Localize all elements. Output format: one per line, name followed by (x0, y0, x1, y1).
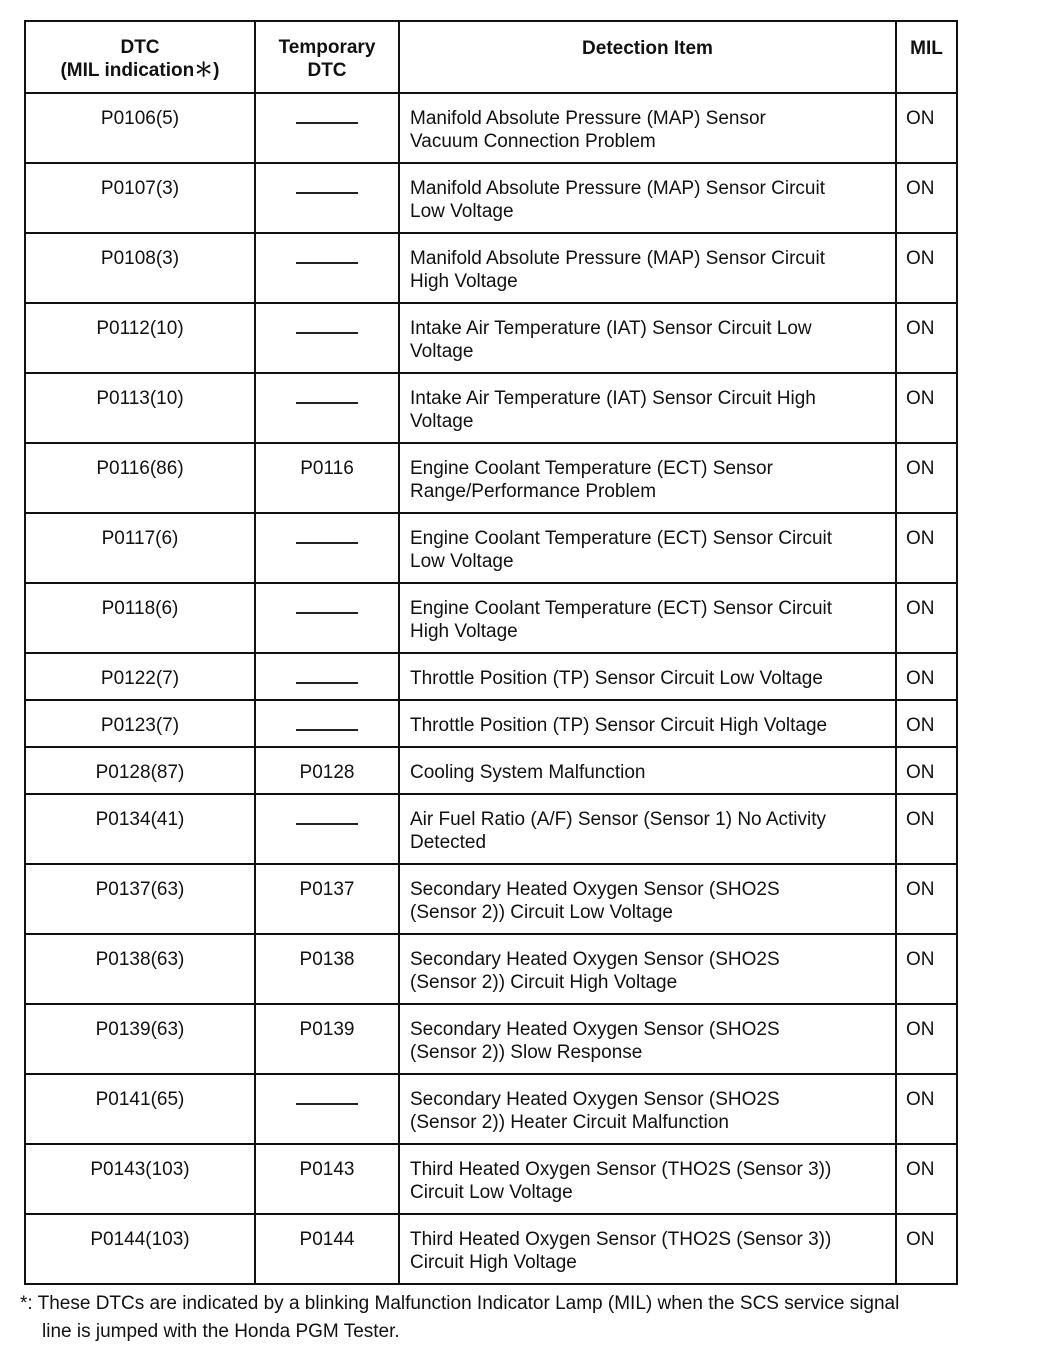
table-row (25, 1074, 957, 1144)
detection-item-cell (399, 1144, 896, 1214)
dtc-code: P0106(5) (100, 108, 180, 129)
header-detection-item (399, 21, 896, 93)
dtc-code: P0107(3) (100, 178, 180, 199)
dtc-code-cell (25, 443, 255, 513)
dtc-code-cell (25, 864, 255, 934)
detection-item-line1: Third Heated Oxygen Sensor (THO2S (Sensor 3)) (410, 1229, 832, 1250)
mil-status: ON (906, 1159, 935, 1180)
mil-cell (896, 513, 957, 583)
table-row (25, 747, 957, 794)
dash-line (296, 729, 358, 731)
detection-item-line1: Manifold Absolute Pressure (MAP) Sensor Circuit (410, 178, 825, 199)
detection-item-line2: (Sensor 2)) Heater Circuit Malfunction (410, 1112, 729, 1133)
dtc-code: P0117(6) (101, 528, 179, 549)
detection-item-line1: Secondary Heated Oxygen Sensor (SHO2S (410, 1019, 780, 1040)
header-dtc (25, 21, 255, 93)
table-row (25, 1144, 957, 1214)
temporary-dtc-cell (255, 794, 399, 864)
table-row (25, 1004, 957, 1074)
no-temporary-dtc-dash (256, 374, 398, 410)
mil-cell (896, 233, 957, 303)
dash-line (296, 1103, 358, 1105)
header-temp-line2: DTC (307, 60, 347, 81)
footnote-line1: *: These DTCs are indicated by a blinking Malfunction Indicator Lamp (MIL) when the SCS service signal (20, 1293, 900, 1314)
table-row (25, 1214, 957, 1284)
temporary-dtc: P0128 (299, 762, 355, 783)
detection-item-cell (399, 443, 896, 513)
no-temporary-dtc-dash (256, 304, 398, 340)
table-row (25, 513, 957, 583)
detection-item-line1: Secondary Heated Oxygen Sensor (SHO2S (410, 1089, 780, 1110)
detection-item-line1: Cooling System Malfunction (410, 762, 646, 783)
header-dtc-line2: (MIL indication＊) (60, 60, 220, 81)
detection-item-line1: Intake Air Temperature (IAT) Sensor Circuit High (410, 388, 816, 409)
temporary-dtc: P0143 (299, 1159, 355, 1180)
mil-cell (896, 93, 957, 163)
mil-status: ON (906, 108, 935, 129)
no-temporary-dtc-dash (256, 1075, 398, 1111)
detection-item-cell (399, 373, 896, 443)
no-temporary-dtc-dash (256, 795, 398, 831)
dtc-code: P0139(63) (95, 1019, 185, 1040)
dtc-code-cell (25, 794, 255, 864)
detection-item-line1: Third Heated Oxygen Sensor (THO2S (Sensor 3)) (410, 1159, 832, 1180)
dtc-code-cell (25, 653, 255, 700)
temporary-dtc-cell (255, 653, 399, 700)
mil-status: ON (906, 715, 935, 736)
mil-cell (896, 934, 957, 1004)
table-row (25, 163, 957, 233)
detection-item-cell (399, 163, 896, 233)
temporary-dtc: P0137 (299, 879, 355, 900)
dtc-code-cell (25, 373, 255, 443)
header-detection-label: Detection Item (582, 38, 713, 59)
dtc-code: P0128(87) (95, 762, 185, 783)
mil-cell (896, 700, 957, 747)
table-row (25, 794, 957, 864)
mil-cell (896, 1144, 957, 1214)
dtc-code: P0112(10) (96, 318, 184, 339)
footnote (20, 1290, 1040, 1346)
mil-status: ON (906, 598, 935, 619)
table-row (25, 233, 957, 303)
temporary-dtc-cell (255, 373, 399, 443)
temporary-dtc-cell (255, 1004, 399, 1074)
temporary-dtc-cell (255, 747, 399, 794)
dtc-code-cell (25, 1214, 255, 1284)
detection-item-cell (399, 794, 896, 864)
footnote-line2: line is jumped with the Honda PGM Tester. (42, 1321, 400, 1342)
temporary-dtc-cell (255, 583, 399, 653)
mil-cell (896, 303, 957, 373)
table-row (25, 373, 957, 443)
detection-item-line2: (Sensor 2)) Circuit High Voltage (410, 972, 678, 993)
detection-item-cell (399, 653, 896, 700)
dtc-code-cell (25, 747, 255, 794)
mil-cell (896, 864, 957, 934)
dtc-code: P0143(103) (90, 1159, 190, 1180)
detection-item-cell (399, 934, 896, 1004)
detection-item-line2: (Sensor 2)) Circuit Low Voltage (410, 902, 673, 923)
mil-status: ON (906, 248, 935, 269)
detection-item-line1: Throttle Position (TP) Sensor Circuit High Voltage (410, 715, 828, 736)
temporary-dtc: P0144 (299, 1229, 355, 1250)
no-temporary-dtc-dash (256, 701, 398, 737)
temporary-dtc: P0139 (299, 1019, 355, 1040)
detection-item-line1: Secondary Heated Oxygen Sensor (SHO2S (410, 879, 780, 900)
dtc-code-cell (25, 700, 255, 747)
detection-item-line2: (Sensor 2)) Slow Response (410, 1042, 643, 1063)
detection-item-line1: Engine Coolant Temperature (ECT) Sensor Circuit (410, 528, 833, 549)
detection-item-cell (399, 864, 896, 934)
detection-item-cell (399, 1074, 896, 1144)
detection-item-cell (399, 1214, 896, 1284)
dash-line (296, 612, 358, 614)
header-temp-line1: Temporary (278, 37, 376, 58)
dtc-code: P0144(103) (90, 1229, 190, 1250)
dtc-code: P0138(63) (95, 949, 185, 970)
detection-item-cell (399, 700, 896, 747)
temporary-dtc-cell (255, 233, 399, 303)
temporary-dtc-cell (255, 443, 399, 513)
mil-cell (896, 583, 957, 653)
table-row (25, 864, 957, 934)
mil-cell (896, 443, 957, 513)
dash-line (296, 332, 358, 334)
temporary-dtc: P0138 (299, 949, 355, 970)
detection-item-line1: Manifold Absolute Pressure (MAP) Sensor (410, 108, 766, 129)
no-temporary-dtc-dash (256, 234, 398, 270)
dtc-code: P0113(10) (96, 388, 184, 409)
detection-item-line1: Secondary Heated Oxygen Sensor (SHO2S (410, 949, 780, 970)
detection-item-line2: Low Voltage (410, 551, 514, 572)
detection-item-line1: Intake Air Temperature (IAT) Sensor Circuit Low (410, 318, 812, 339)
detection-item-line2: High Voltage (410, 271, 518, 292)
mil-status: ON (906, 668, 935, 689)
mil-cell (896, 1074, 957, 1144)
detection-item-line2: Detected (410, 832, 487, 853)
dtc-code-cell (25, 303, 255, 373)
no-temporary-dtc-dash (256, 164, 398, 200)
table-row (25, 653, 957, 700)
detection-item-line2: Range/Performance Problem (410, 481, 657, 502)
mil-status: ON (906, 1019, 935, 1040)
table-header-row (25, 21, 957, 93)
table-row (25, 93, 957, 163)
mil-cell (896, 1214, 957, 1284)
dtc-code: P0118(6) (101, 598, 179, 619)
detection-item-line2: Low Voltage (410, 201, 514, 222)
temporary-dtc-cell (255, 864, 399, 934)
dtc-code: P0141(65) (95, 1089, 185, 1110)
detection-item-line1: Air Fuel Ratio (A/F) Sensor (Sensor 1) No Activity (410, 809, 827, 830)
mil-status: ON (906, 528, 935, 549)
mil-cell (896, 1004, 957, 1074)
detection-item-cell (399, 93, 896, 163)
dash-line (296, 192, 358, 194)
temporary-dtc-cell (255, 1074, 399, 1144)
dash-line (296, 262, 358, 264)
dtc-code-cell (25, 1004, 255, 1074)
header-dtc-line1: DTC (120, 37, 160, 58)
dtc-code-cell (25, 934, 255, 1004)
dtc-table (24, 20, 958, 1285)
no-temporary-dtc-dash (256, 94, 398, 130)
table-row (25, 303, 957, 373)
temporary-dtc-cell (255, 513, 399, 583)
mil-status: ON (906, 178, 935, 199)
detection-item-line1: Manifold Absolute Pressure (MAP) Sensor Circuit (410, 248, 825, 269)
dash-line (296, 402, 358, 404)
no-temporary-dtc-dash (256, 584, 398, 620)
detection-item-line1: Engine Coolant Temperature (ECT) Sensor (410, 458, 773, 479)
detection-item-line2: Voltage (410, 411, 474, 432)
dtc-code-cell (25, 1144, 255, 1214)
detection-item-cell (399, 1004, 896, 1074)
dash-line (296, 122, 358, 124)
detection-item-line1: Throttle Position (TP) Sensor Circuit Low Voltage (410, 668, 823, 689)
detection-item-line1: Engine Coolant Temperature (ECT) Sensor Circuit (410, 598, 833, 619)
detection-item-cell (399, 513, 896, 583)
table-row (25, 700, 957, 747)
mil-cell (896, 794, 957, 864)
detection-item-cell (399, 233, 896, 303)
dtc-code-cell (25, 163, 255, 233)
detection-item-line2: Voltage (410, 341, 474, 362)
temporary-dtc: P0116 (300, 458, 354, 479)
detection-item-cell (399, 303, 896, 373)
table-row (25, 583, 957, 653)
dtc-code: P0137(63) (95, 879, 185, 900)
mil-cell (896, 373, 957, 443)
mil-status: ON (906, 318, 935, 339)
mil-status: ON (906, 809, 935, 830)
detection-item-line2: Vacuum Connection Problem (410, 131, 656, 152)
dash-line (296, 823, 358, 825)
detection-item-line2: Circuit Low Voltage (410, 1182, 573, 1203)
temporary-dtc-cell (255, 700, 399, 747)
header-mil (896, 21, 957, 93)
mil-status: ON (906, 879, 935, 900)
temporary-dtc-cell (255, 163, 399, 233)
mil-cell (896, 163, 957, 233)
detection-item-line2: Circuit High Voltage (410, 1252, 577, 1273)
dtc-code: P0123(7) (100, 715, 180, 736)
dtc-code: P0116(86) (96, 458, 184, 479)
header-mil-label: MIL (910, 38, 943, 59)
dtc-code-cell (25, 93, 255, 163)
dtc-code-cell (25, 1074, 255, 1144)
mil-status: ON (906, 949, 935, 970)
dtc-code-cell (25, 513, 255, 583)
table-row (25, 443, 957, 513)
dtc-code-cell (25, 583, 255, 653)
mil-status: ON (906, 458, 935, 479)
no-temporary-dtc-dash (256, 514, 398, 550)
dash-line (296, 682, 358, 684)
mil-status: ON (906, 762, 935, 783)
header-temporary-dtc (255, 21, 399, 93)
mil-status: ON (906, 1089, 935, 1110)
dtc-code: P0122(7) (100, 668, 180, 689)
dtc-code: P0108(3) (100, 248, 180, 269)
temporary-dtc-cell (255, 303, 399, 373)
dash-line (296, 542, 358, 544)
table-row (25, 934, 957, 1004)
temporary-dtc-cell (255, 93, 399, 163)
detection-item-cell (399, 583, 896, 653)
mil-cell (896, 747, 957, 794)
mil-cell (896, 653, 957, 700)
dtc-code: P0134(41) (95, 809, 185, 830)
no-temporary-dtc-dash (256, 654, 398, 690)
detection-item-cell (399, 747, 896, 794)
mil-status: ON (906, 1229, 935, 1250)
dtc-code-cell (25, 233, 255, 303)
temporary-dtc-cell (255, 934, 399, 1004)
detection-item-line2: High Voltage (410, 621, 518, 642)
mil-status: ON (906, 388, 935, 409)
temporary-dtc-cell (255, 1144, 399, 1214)
temporary-dtc-cell (255, 1214, 399, 1284)
table-body (25, 93, 957, 1284)
